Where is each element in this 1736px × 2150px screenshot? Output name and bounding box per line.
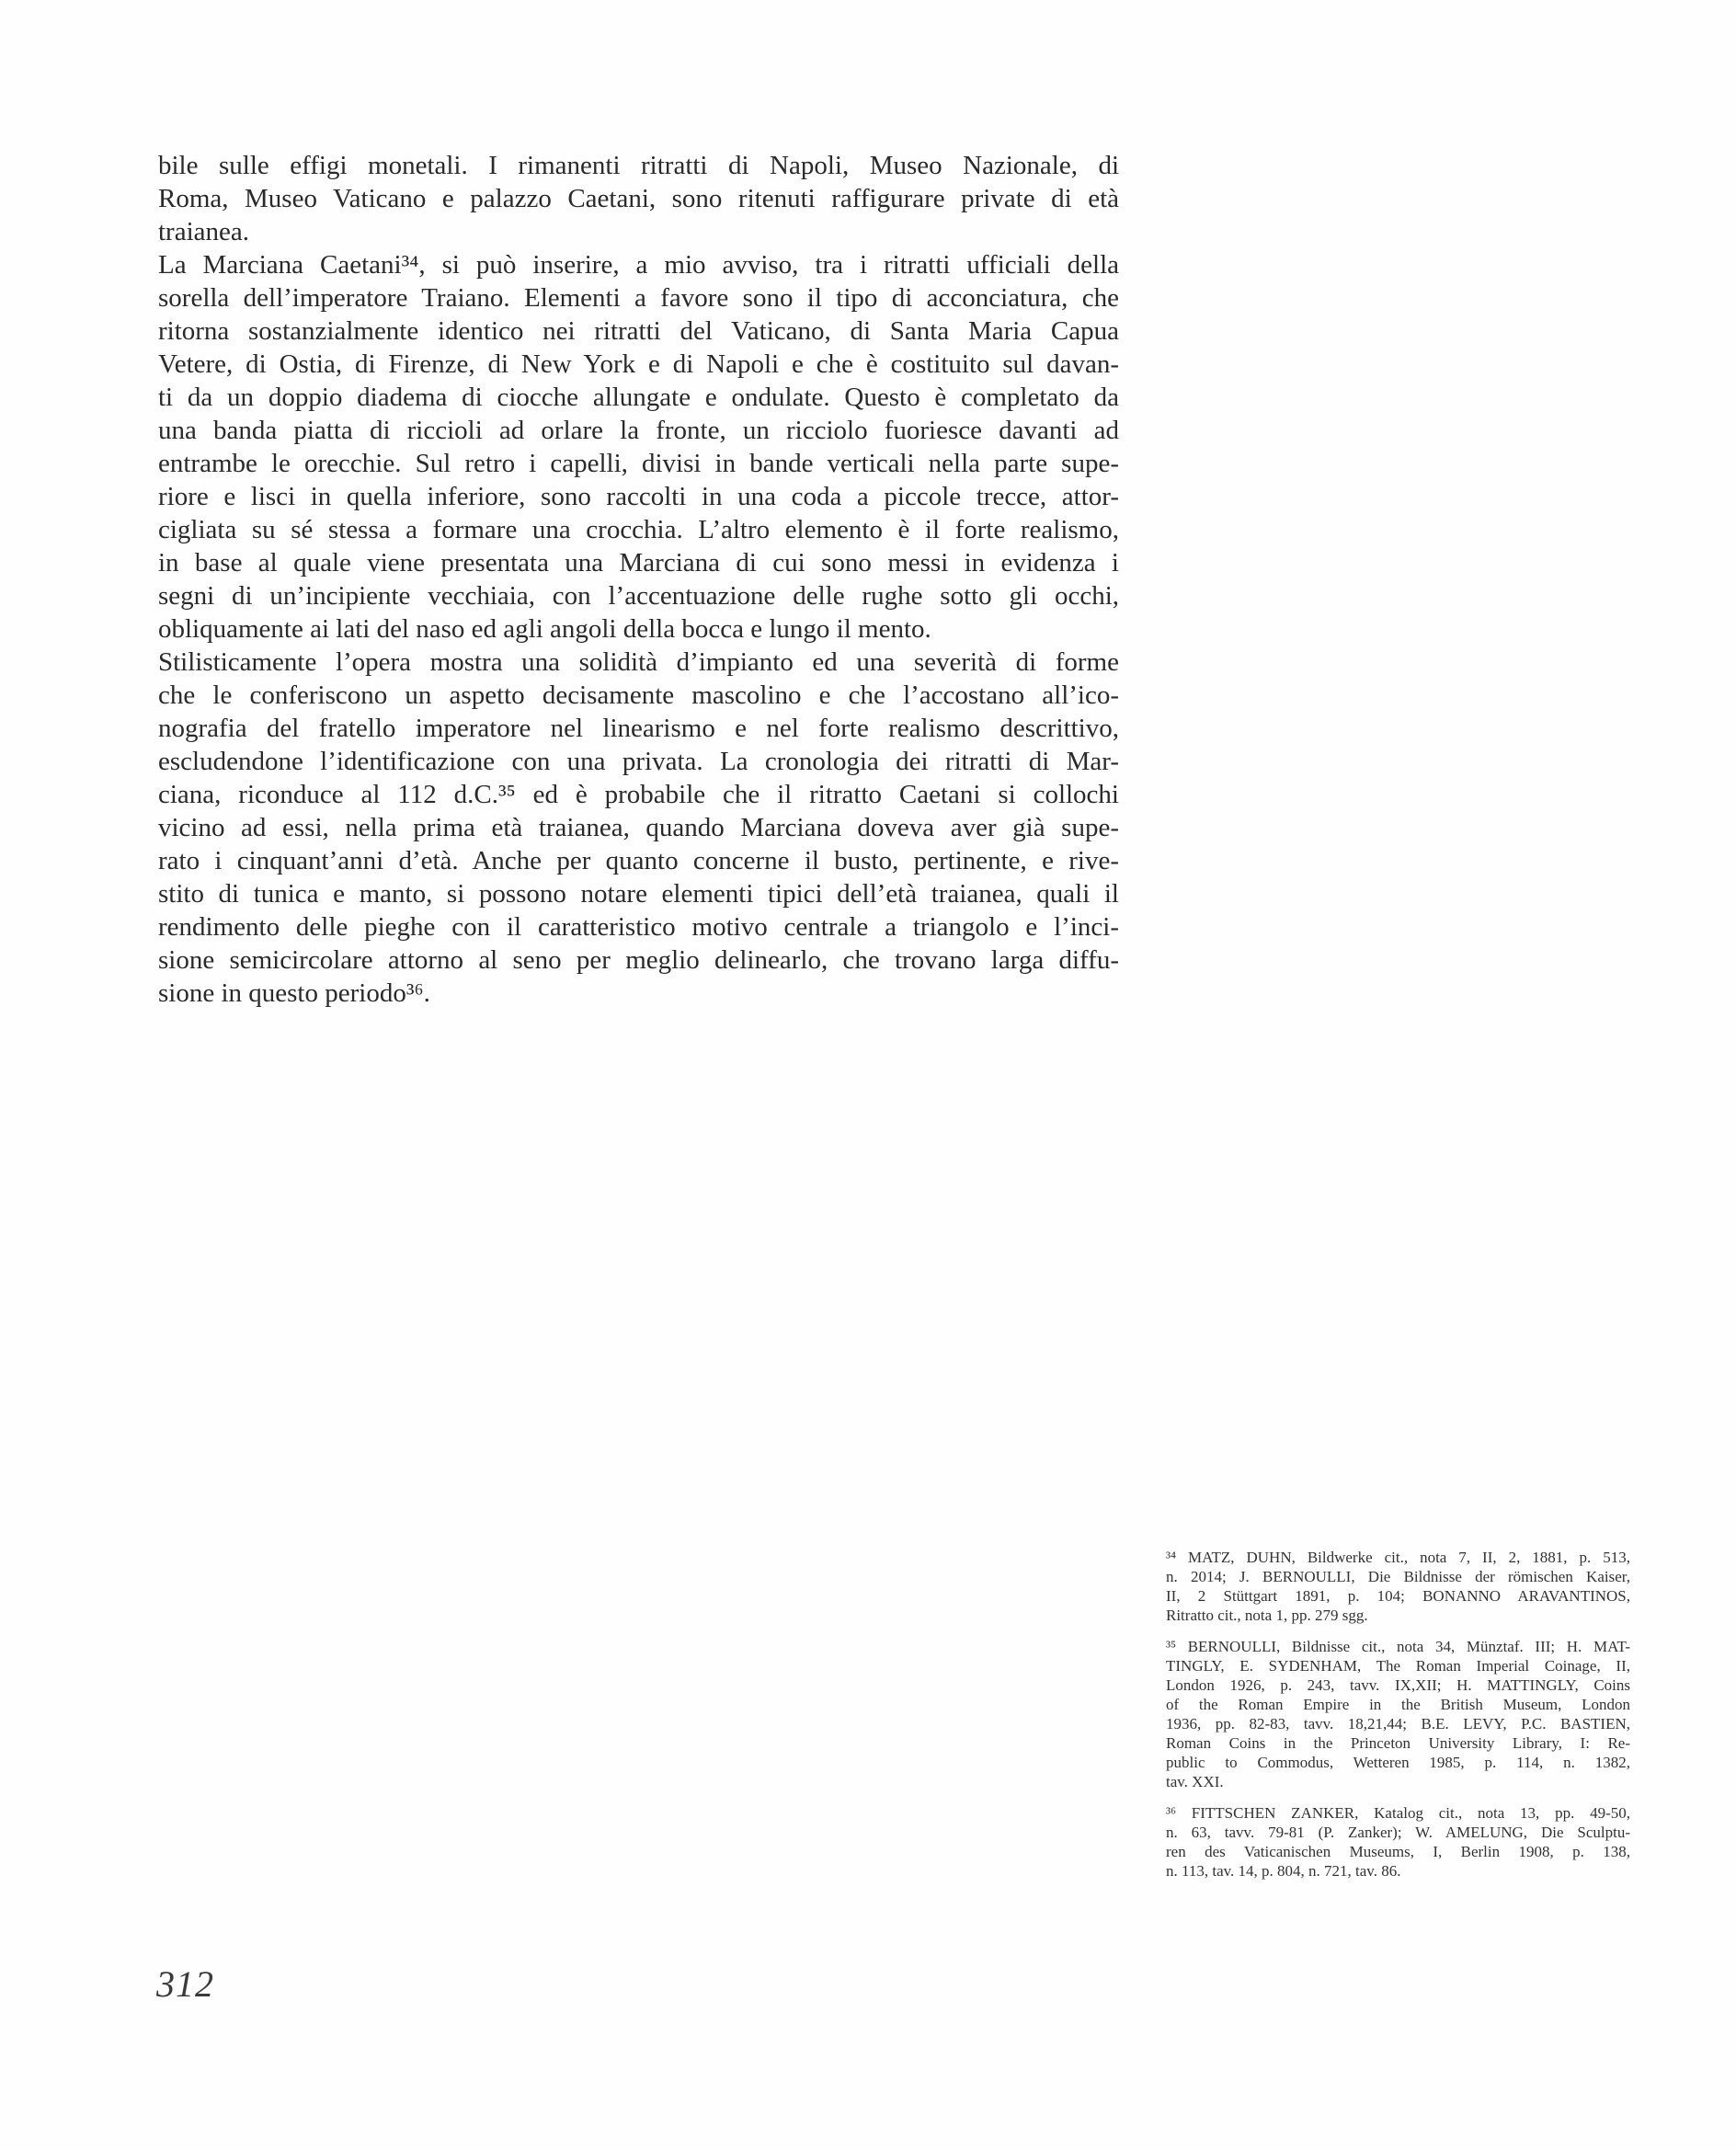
footnote-line: n. 2014; J. BERNOULLI, Die Bildnisse der römischen Kaiser, [1166, 1568, 1630, 1585]
footnote-line: II, 2 Stüttgart 1891, p. 104; BONANNO ARAVANTINOS, [1166, 1587, 1630, 1605]
text-line: in base al quale viene presentata una Marciana di cui sono messi in evidenza i [158, 548, 1119, 578]
text-line: ciana, riconduce al 112 d.C.³⁵ ed è probabile che il ritratto Caetani si collochi [158, 780, 1119, 809]
text-line: sione in questo periodo³⁶. [158, 978, 430, 1008]
text-line: sione semicircolare attorno al seno per meglio delinearlo, che trovano larga diffu- [158, 945, 1119, 975]
text-line: Stilisticamente l’opera mostra una solidità d’impianto ed una severità di forme [158, 647, 1119, 677]
text-line: ritorna sostanzialmente identico nei ritratti del Vaticano, di Santa Maria Capua [158, 316, 1119, 346]
text-line: vicino ad essi, nella prima età traianea, quando Marciana doveva aver già supe- [158, 813, 1119, 842]
footnote-line: London 1926, p. 243, tavv. IX,XII; H. MATTINGLY, Coins [1166, 1676, 1630, 1694]
footnote-line: public to Commodus, Wetteren 1985, p. 114, n. 1382, [1166, 1754, 1630, 1771]
footnote-line: Roman Coins in the Princeton University Library, I: Re- [1166, 1734, 1630, 1752]
text-line: traianea. [158, 217, 250, 246]
text-line: Roma, Museo Vaticano e palazzo Caetani, sono ritenuti raffigurare private di età [158, 184, 1119, 213]
text-line: una banda piatta di riccioli ad orlare la fronte, un ricciolo fuoriesce davanti ad [158, 416, 1119, 445]
text-line: La Marciana Caetani³⁴, si può inserire, a mio avviso, tra i ritratti ufficiali della [158, 250, 1119, 280]
text-line: nografia del fratello imperatore nel linearismo e nel forte realismo descrittivo, [158, 714, 1119, 743]
text-line: Vetere, di Ostia, di Firenze, di New York e di Napoli e che è costituito sul davan- [158, 349, 1119, 379]
footnote-35 [1166, 1637, 1630, 1791]
main-text-block [158, 149, 1119, 1010]
text-line: bile sulle effigi monetali. I rimanenti ritratti di Napoli, Museo Nazionale, di [158, 151, 1119, 180]
footnote-36 [1166, 1803, 1630, 1881]
footnote-line: 1936, pp. 82-83, tavv. 18,21,44; B.E. LEVY, P.C. BASTIEN, [1166, 1715, 1630, 1733]
footnote-line: ren des Vaticanischen Museums, I, Berlin 1908, p. 138, [1166, 1843, 1630, 1860]
text-line: segni di un’incipiente vecchiaia, con l’accentuazione delle rughe sotto gli occhi, [158, 581, 1119, 611]
text-line: escludendone l’identificazione con una privata. La cronologia dei ritratti di Mar- [158, 747, 1119, 776]
footnote-line: n. 63, tavv. 79-81 (P. Zanker); W. AMELUNG, Die Sculptu- [1166, 1824, 1630, 1841]
text-line: rendimento delle pieghe con il caratteristico motivo centrale a triangolo e l’inci- [158, 912, 1119, 942]
text-line: ti da un doppio diadema di ciocche allungate e ondulate. Questo è completato da [158, 383, 1119, 412]
text-line: che le conferiscono un aspetto decisamente mascolino e che l’accostano all’ico- [158, 680, 1119, 710]
footnote-line: n. 113, tav. 14, p. 804, n. 721, tav. 86. [1166, 1862, 1401, 1880]
footnote-line: ³⁴ MATZ, DUHN, Bildwerke cit., nota 7, II, 2, 1881, p. 513, [1166, 1549, 1630, 1566]
text-line: riore e lisci in quella inferiore, sono raccolti in una coda a piccole trecce, attor- [158, 482, 1119, 511]
text-line: rato i cinquant’anni d’età. Anche per quanto concerne il busto, pertinente, e rive- [158, 846, 1119, 875]
footnote-line: TINGLY, E. SYDENHAM, The Roman Imperial Coinage, II, [1166, 1657, 1630, 1675]
text-line: sorella dell’imperatore Traiano. Elementi a favore sono il tipo di acconciatura, che [158, 283, 1119, 313]
footnote-line: Ritratto cit., nota 1, pp. 279 sgg. [1166, 1607, 1368, 1624]
page-number: 312 [156, 1963, 214, 2005]
footnote-line: tav. XXI. [1166, 1773, 1224, 1790]
footnote-line: ³⁵ BERNOULLI, Bildnisse cit., nota 34, Münztaf. III; H. MAT- [1166, 1638, 1630, 1655]
text-line: cigliata su sé stessa a formare una crocchia. L’altro elemento è il forte realismo, [158, 515, 1119, 544]
footnote-line: ³⁶ FITTSCHEN ZANKER, Katalog cit., nota 13, pp. 49-50, [1166, 1804, 1630, 1822]
footnote-line: of the Roman Empire in the British Museum, London [1166, 1696, 1630, 1713]
footnote-34 [1166, 1548, 1630, 1625]
text-line: stito di tunica e manto, si possono notare elementi tipici dell’età traianea, quali il [158, 879, 1119, 909]
footnotes [1166, 1548, 1630, 1893]
text-line: entrambe le orecchie. Sul retro i capelli, divisi in bande verticali nella parte supe- [158, 449, 1119, 478]
text-line: obliquamente ai lati del naso ed agli angoli della bocca e lungo il mento. [158, 614, 931, 644]
